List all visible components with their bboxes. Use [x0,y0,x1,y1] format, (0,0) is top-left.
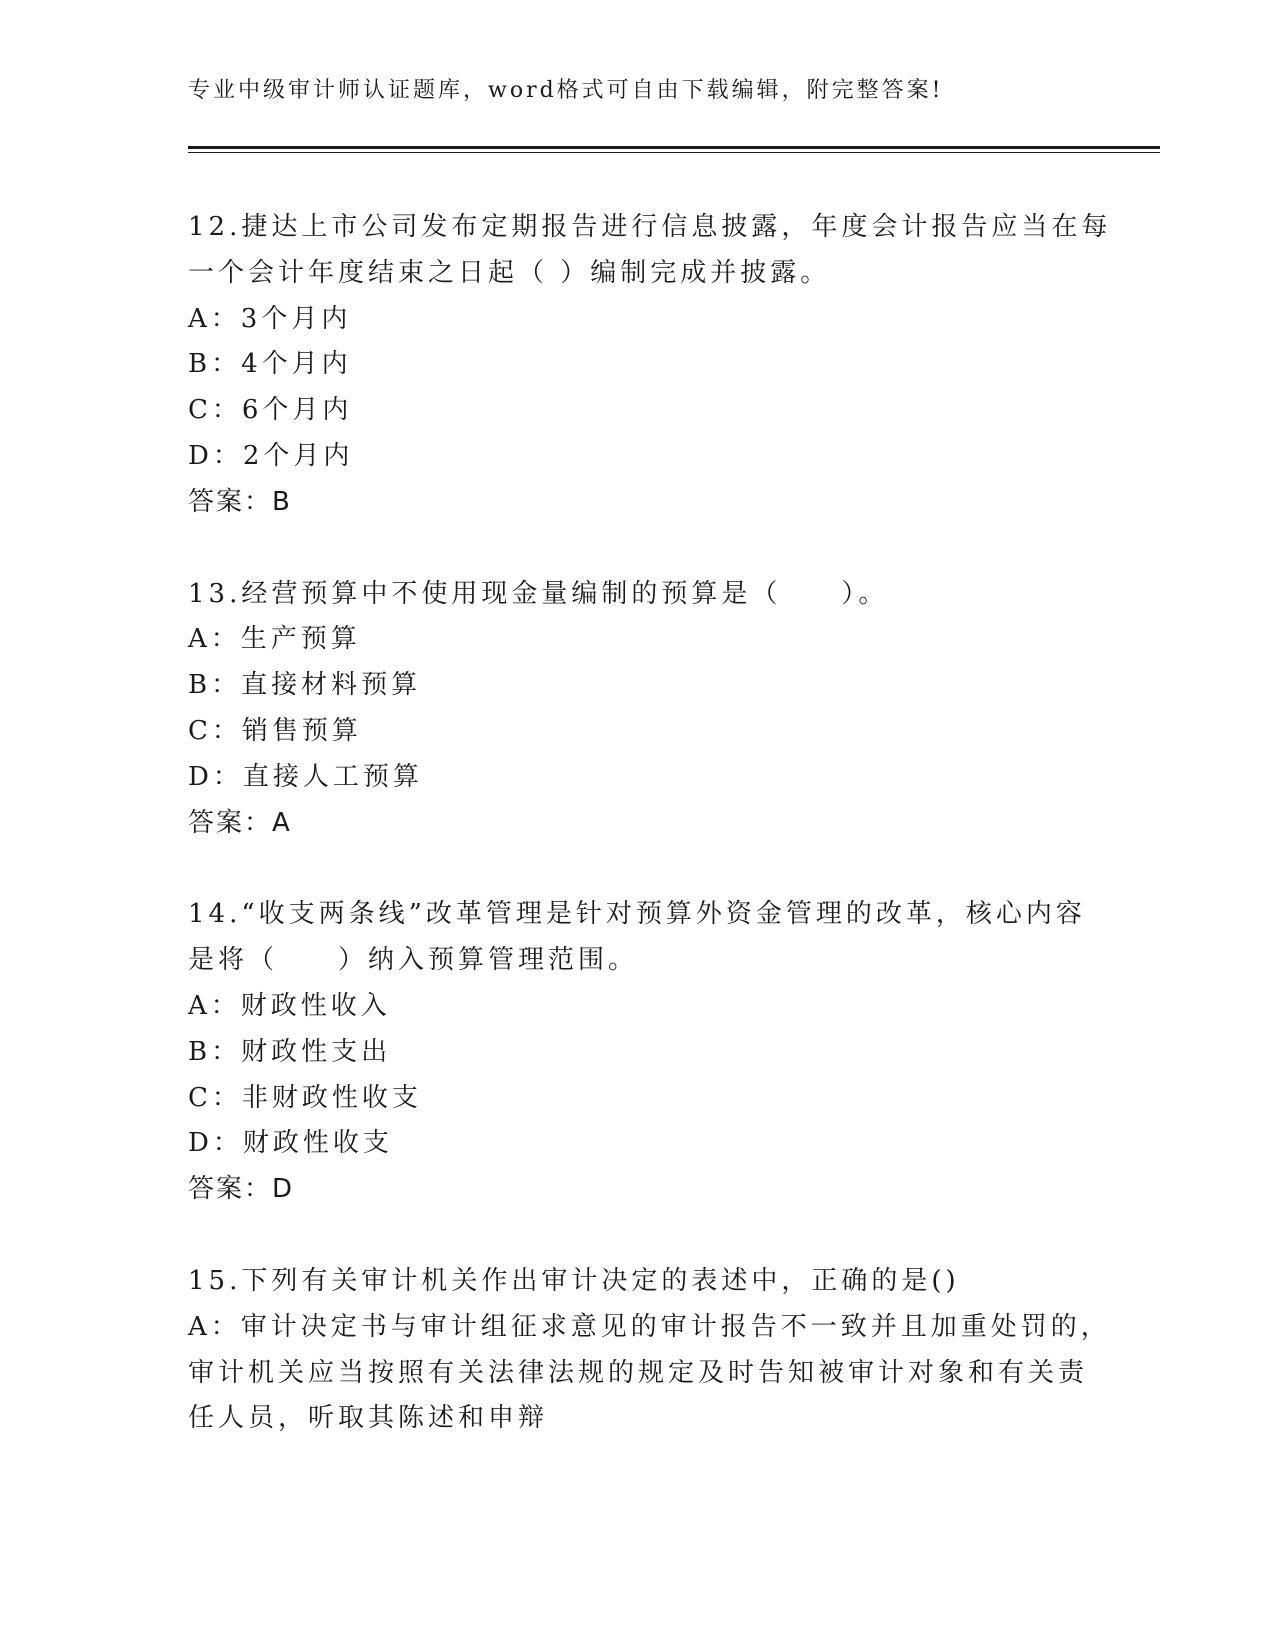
option-b: B：直接材料预算 [188,670,422,701]
option-b: B：财政性支出 [188,1036,392,1067]
question-stem: 13.经营预算中不使用现金量编制的预算是（ ）。 [188,578,889,609]
question-12 [188,205,1112,526]
question-list [188,205,1112,1488]
question-stem: 15.下列有关审计机关作出审计决定的表述中，正确的是() [188,1265,960,1296]
option-a: A：3个月内 [188,303,352,334]
option-c: C：销售预算 [188,715,362,746]
option-a: A：生产预算 [188,624,361,655]
option-a: A：审计决定书与审计组征求意见的审计报告不一致并且加重处罚的， [188,1311,1111,1342]
document-header: 专业中级审计师认证题库，word格式可自由下载编辑，附完整答案! [188,78,944,103]
option-c: C：非财政性收支 [188,1082,422,1113]
header-divider-thin [188,152,1160,153]
option-d: D：2个月内 [188,440,354,471]
question-stem: 12.捷达上市公司发布定期报告进行信息披露，年度会计报告应当在每 [188,212,1112,242]
option-a: A：财政性收入 [188,990,391,1021]
option-b: B：4个月内 [188,349,352,380]
answer-line: 答案：A [188,807,292,838]
question-13 [188,572,1088,847]
question-stem: 一个会计年度结束之日起（ ）编制完成并披露。 [188,257,831,288]
question-stem: 是将（ ）纳入预算管理范围。 [188,945,639,976]
question-stem: 14.“收支两条线”改革管理是针对预算外资金管理的改革，核心内容 [188,899,1086,930]
question-14 [188,892,1088,1213]
option-d: D：财政性收支 [188,1128,393,1159]
option-a-continued: 审计机关应当按照有关法律法规的规定及时告知被审计对象和有关责 [188,1357,1089,1388]
question-15 [188,1259,1111,1442]
option-c: C：6个月内 [188,395,353,426]
header-divider-thick [188,146,1160,149]
answer-line: 答案：D [188,1174,295,1205]
option-d: D：直接人工预算 [188,761,423,792]
answer-line: 答案：B [188,486,292,517]
option-a-continued: 任人员，听取其陈述和申辩 [188,1403,549,1434]
